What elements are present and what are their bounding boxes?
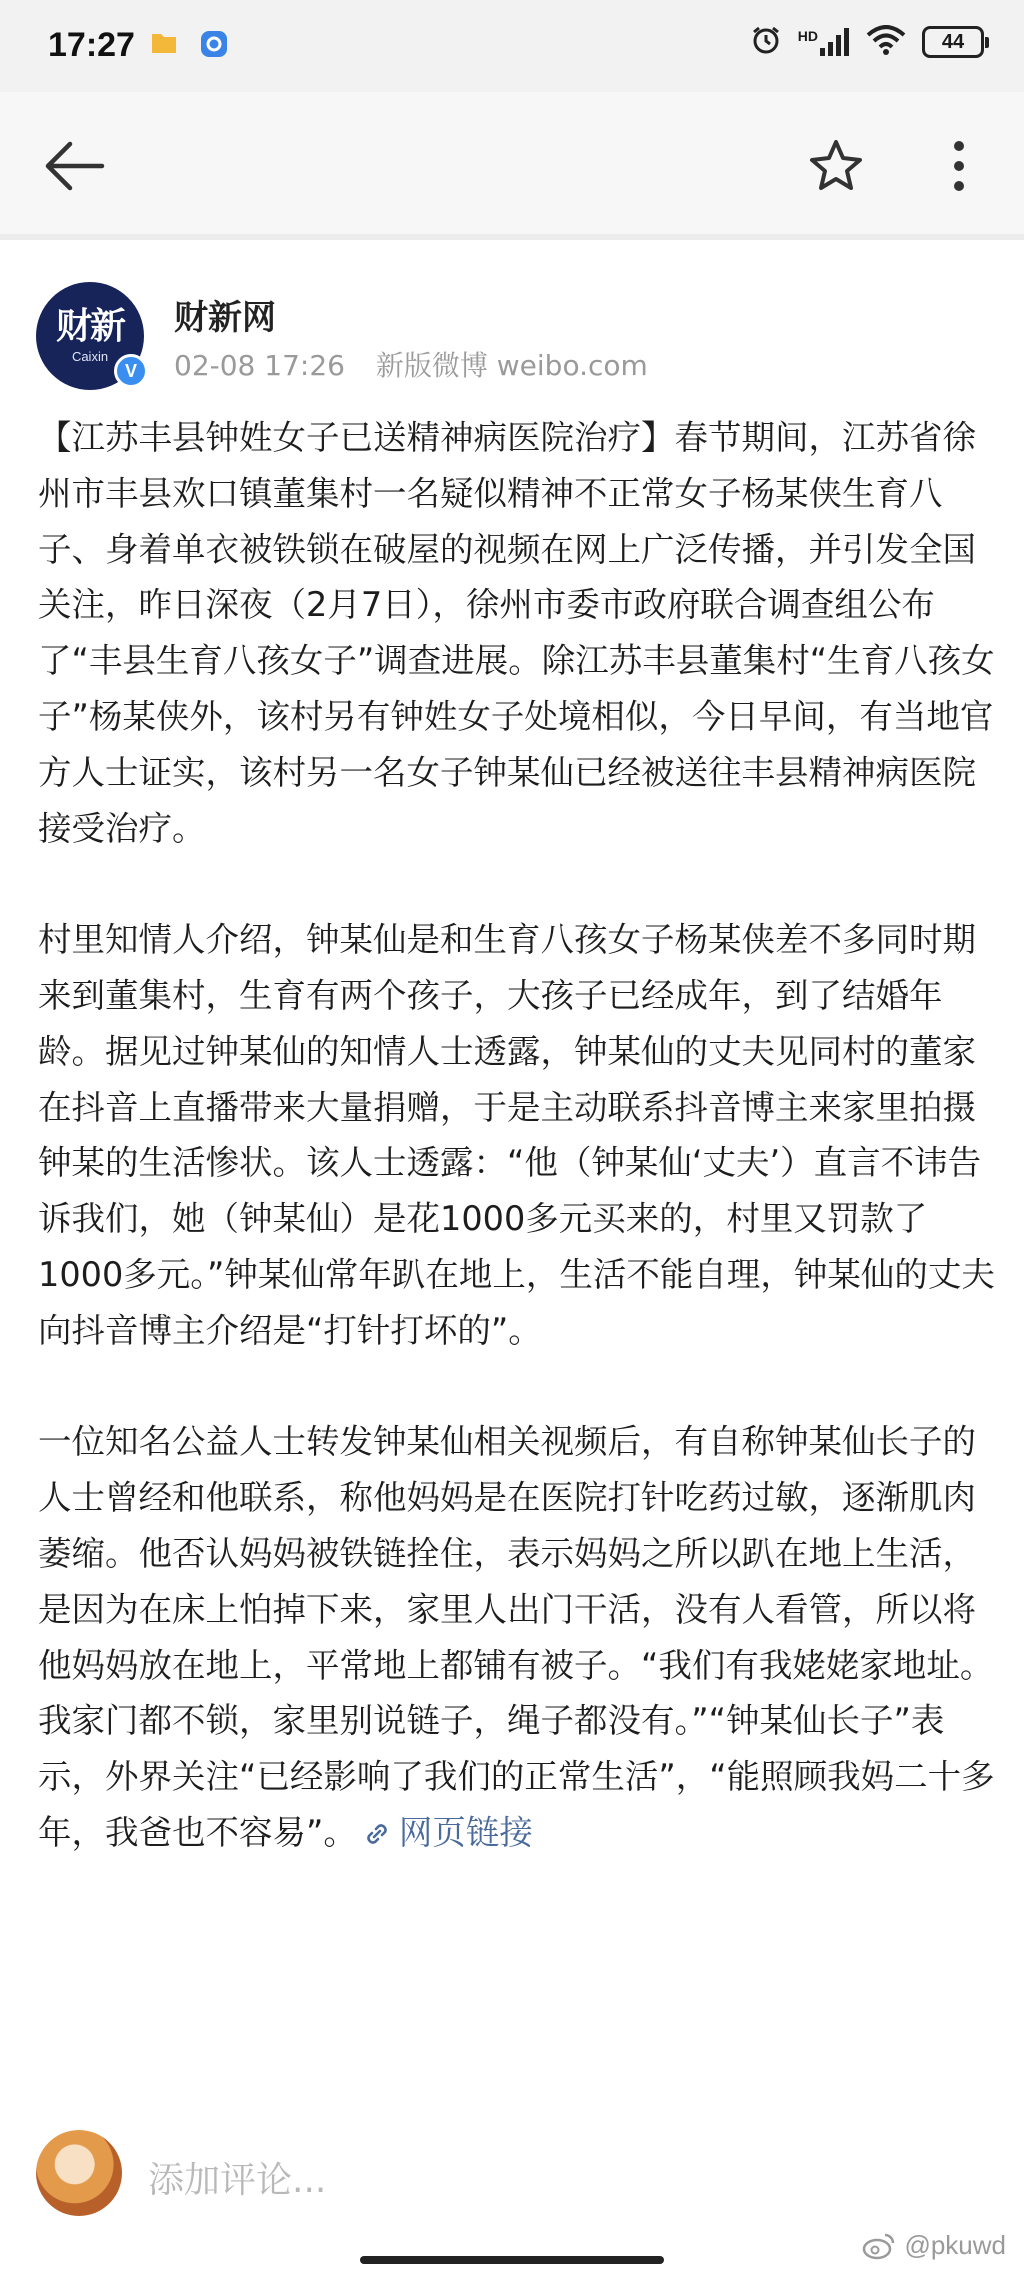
notification-icons: [150, 30, 228, 62]
arrow-left-icon: [40, 136, 110, 196]
post-paragraph-2: 村里知情人介绍，钟某仙是和生育八孩女子杨某侠差不多同时期来到董集村，生育有两个孩子，大孩子已经成年，到了结婚年龄。据见过钟某仙的知情人士透露，钟某仙的丈夫见同村的董家在抖音上直播带来大量捐赠，于是主动联系抖音博主来家里拍摄钟某的生活惨状。该人士透露：“他（钟某仙‘丈夫’）直言不讳告诉我们，她（钟某仙）是花1000多元买来的，村里又罚款了1000多元。”钟某仙常年趴在地上，生活不能自理，钟某仙的丈夫向抖音博主介绍是“打针打坏的”。: [38, 920, 995, 1350]
app-notification-icon: [200, 30, 228, 62]
web-link[interactable]: [357, 1813, 533, 1852]
link-icon: [363, 1809, 391, 1865]
signal-icon: [798, 28, 850, 56]
post-date: 02-08 17:26: [174, 349, 345, 382]
top-nav: [0, 92, 1024, 240]
status-right: [750, 24, 984, 60]
folder-notification-icon: [150, 30, 178, 62]
author-name[interactable]: 财新网: [174, 298, 276, 338]
post-paragraph-3-text: 一位知名公益人士转发钟某仙相关视频后，有自称钟某仙长子的人士曾经和他联系，称他妈妈是在医院打针吃药过敏，逐渐肌肉萎缩。他否认妈妈被铁链拴住，表示妈妈之所以趴在地上生活，是因为在床上怕掉下来，家里人出门干活，没有人看管，所以将他妈妈放在地上，平常地上都铺有被子。“我们有我姥姥家地址。我家门都不锁，家里别说链子，绳子都没有。”“钟某仙长子”表示，外界关注“已经影响了我们的正常生活”，“能照顾我妈二十多年，我爸也不容易”。: [38, 1422, 995, 1852]
avatar-logo-text: 财新: [55, 305, 124, 347]
network-label: HD: [797, 28, 818, 44]
post-meta: [174, 344, 670, 384]
post-paragraph-3: [38, 1414, 996, 1864]
post-body: [38, 410, 996, 1865]
web-link-label: 网页链接: [398, 1812, 533, 1852]
more-vertical-icon: [944, 136, 974, 196]
verified-badge-icon: V: [114, 354, 148, 388]
status-time: 17:27: [48, 26, 135, 64]
star-icon: [806, 136, 866, 196]
wifi-icon: [866, 25, 906, 59]
watermark-text: @pkuwd: [904, 2230, 1006, 2260]
home-indicator[interactable]: [360, 2256, 664, 2264]
comment-input[interactable]: 添加评论...: [148, 2160, 327, 2201]
alarm-icon: [750, 24, 782, 60]
more-button[interactable]: [944, 136, 974, 196]
watermark: [862, 2230, 1006, 2261]
post-source: 新版微博 weibo.com: [375, 349, 648, 382]
user-avatar: [36, 2130, 122, 2216]
weibo-logo-icon: [862, 2232, 896, 2260]
post-paragraph-1: 【江苏丰县钟姓女子已送精神病医院治疗】春节期间，江苏省徐州市丰县欢口镇董集村一名疑似精神不正常女子杨某侠生育八子、身着单衣被铁锁在破屋的视频在网上广泛传播，并引发全国关注，昨日深夜（2月7日），徐州市委市政府联合调查组公布了“丰县生育八孩女子”调查进展。除江苏丰县董集村“生育八孩女子”杨某侠外，该村另有钟姓女子处境相似，今日早间，有当地官方人士证实，该村另一名女子钟某仙已经被送往丰县精神病医院接受治疗。: [38, 418, 995, 848]
comment-bar: [0, 2108, 1024, 2248]
favorite-button[interactable]: [806, 136, 866, 196]
battery-indicator: 44: [922, 26, 984, 58]
avatar-logo-subtext: Caixin: [71, 348, 109, 364]
status-bar: [0, 0, 1024, 92]
author-header: [36, 282, 996, 392]
back-button[interactable]: [40, 136, 110, 196]
